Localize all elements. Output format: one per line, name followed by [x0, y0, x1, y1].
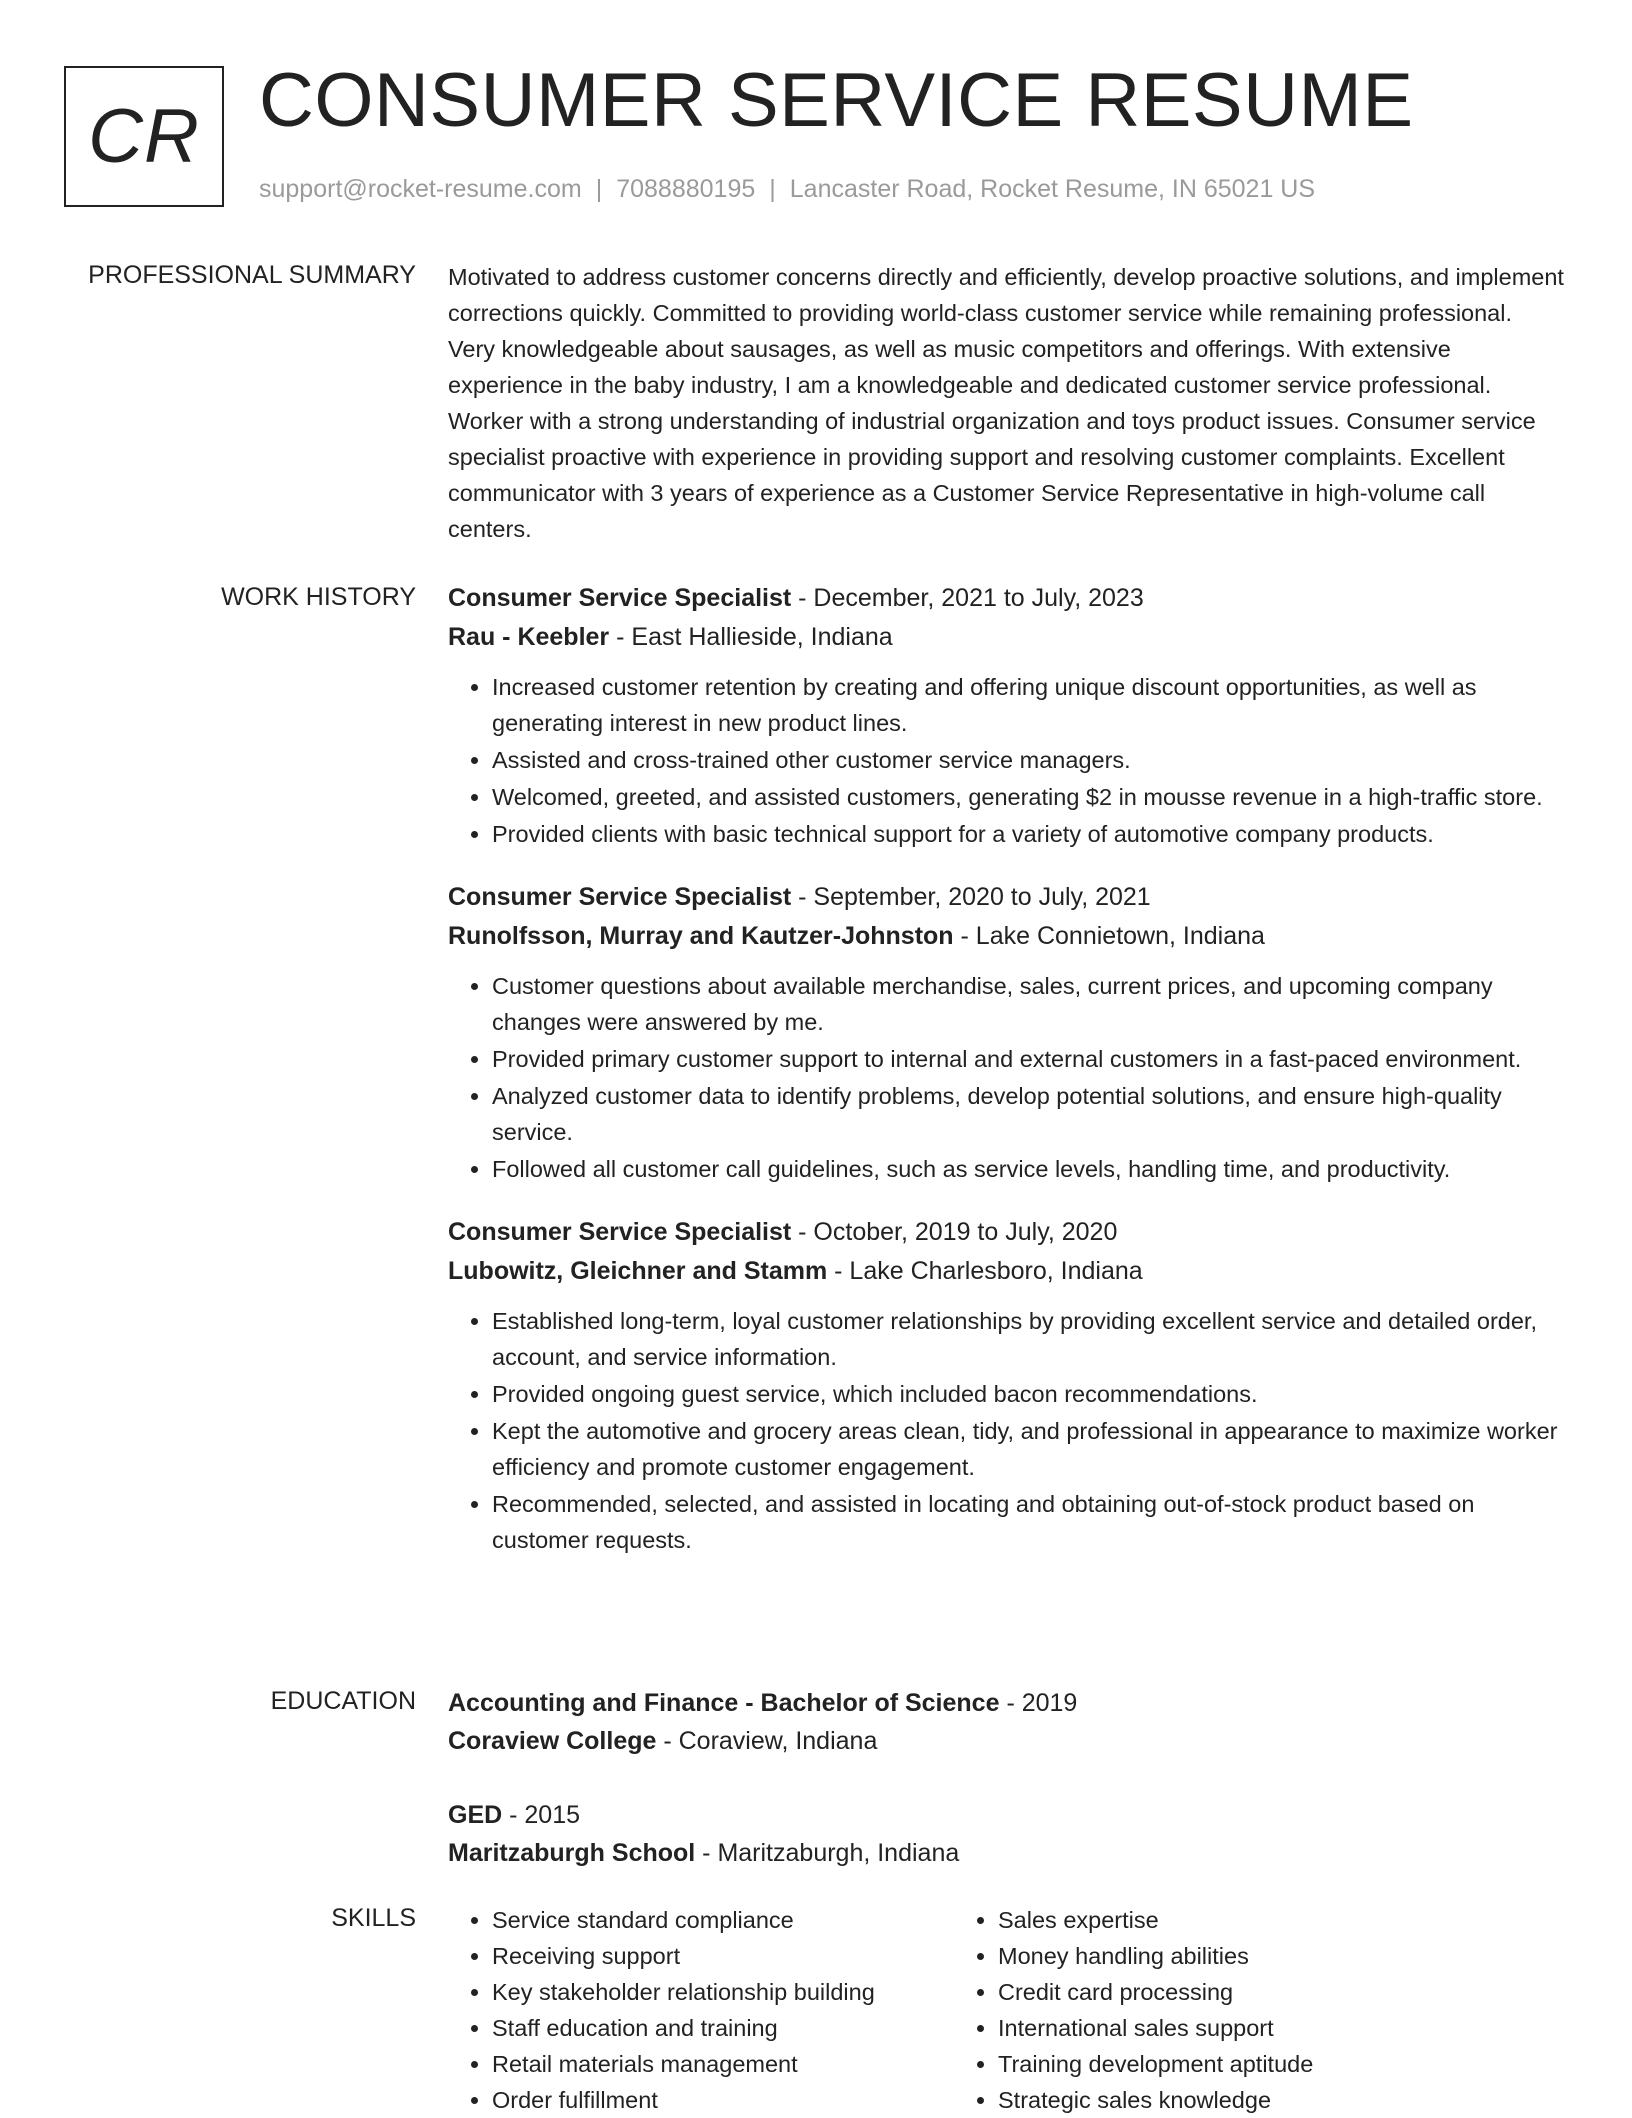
section-label-education: EDUCATION	[270, 1687, 416, 1715]
skill-item: • Credit card processing	[998, 1974, 1460, 2010]
job-dates: - December, 2021 to July, 2023	[791, 584, 1144, 612]
education-school: Maritzaburgh School	[448, 1839, 696, 1867]
job-company: Rau - Keebler	[448, 623, 610, 651]
contact-address: Lancaster Road, Rocket Resume, IN 65021 US	[789, 175, 1316, 203]
job-location: - Lake Connietown, Indiana	[953, 922, 1265, 950]
skill-item: • International sales support	[998, 2010, 1460, 2046]
job-bullets	[448, 1303, 1564, 1558]
section-label-skills: SKILLS	[331, 1904, 416, 1932]
section-label-work-history: WORK HISTORY	[221, 583, 416, 611]
skills-list-right	[954, 1902, 1460, 2118]
skill-item: • Sales expertise	[998, 1902, 1460, 1938]
list-item: • Provided primary customer support to internal and external customers in a fast-paced environment.	[492, 1041, 1564, 1077]
resume-title: CONSUMER SERVICE RESUME	[259, 58, 1414, 143]
skill-item: • Key stakeholder relationship building	[492, 1974, 954, 2010]
skill-item: • Money handling abilities	[998, 1938, 1460, 1974]
skill-item: • Training development aptitude	[998, 2046, 1460, 2082]
list-item: • Established long-term, loyal customer relationships by providing excellent service and detailed order, account, and service information.	[492, 1303, 1564, 1375]
list-item: • Provided clients with basic technical support for a variety of automotive company products.	[492, 816, 1564, 852]
contact-phone: 7088880195	[616, 175, 756, 203]
job-location: - East Hallieside, Indiana	[609, 623, 893, 651]
contact-separator: |	[769, 175, 776, 203]
list-item: • Assisted and cross-trained other customer service managers.	[492, 742, 1564, 778]
skill-item: • Staff education and training	[492, 2010, 954, 2046]
job-bullets	[448, 968, 1564, 1187]
monogram-logo: CR	[64, 66, 224, 207]
skills-list-left	[448, 1902, 954, 2118]
list-item: • Analyzed customer data to identify problems, develop potential solutions, and ensure high-quality service.	[492, 1078, 1564, 1150]
education-entry	[448, 1684, 1564, 1760]
list-item: • Followed all customer call guidelines, such as service levels, handling time, and productivity.	[492, 1151, 1564, 1187]
list-item: • Customer questions about available merchandise, sales, current prices, and upcoming company changes were answered by me.	[492, 968, 1564, 1040]
job-dates: - October, 2019 to July, 2020	[791, 1218, 1118, 1246]
job-title: Consumer Service Specialist	[448, 1218, 792, 1246]
skill-item: • Receiving support	[492, 1938, 954, 1974]
section-label-summary: PROFESSIONAL SUMMARY	[88, 261, 416, 289]
skill-item: • Service standard compliance	[492, 1902, 954, 1938]
list-item: • Provided ongoing guest service, which included bacon recommendations.	[492, 1376, 1564, 1412]
education-school: Coraview College	[448, 1727, 657, 1755]
job-location: - Lake Charlesboro, Indiana	[827, 1257, 1143, 1285]
education-location: - Maritzaburgh, Indiana	[695, 1839, 960, 1867]
job-company: Lubowitz, Gleichner and Stamm	[448, 1257, 828, 1285]
contact-email[interactable]: support@rocket-resume.com	[259, 175, 582, 203]
education-degree: Accounting and Finance - Bachelor of Science	[448, 1689, 1000, 1717]
job-title: Consumer Service Specialist	[448, 883, 792, 911]
job-title: Consumer Service Specialist	[448, 584, 792, 612]
education-year: - 2019	[999, 1689, 1078, 1717]
summary-text: Motivated to address customer concerns directly and efficiently, develop proactive solutions, and implement corrections quickly. Committed to providing world-class customer service while remaining professional. Very knowledgeable about sausages, as well as music competitors and offerings. With extensive experience in the baby industry, I am a knowledgeable and dedicated customer service professional. Worker with a strong understanding of industrial organization and toys product issues. Consumer service specialist proactive with experience in providing support and resolving customer complaints. Excellent communicator with 3 years of experience as a Customer Service Representative in high-volume call centers.	[448, 264, 1564, 542]
education-year: - 2015	[502, 1801, 581, 1829]
skill-item: • Order fulfillment	[492, 2082, 954, 2118]
skills-columns	[448, 1902, 1564, 2118]
contact-separator: |	[595, 175, 603, 203]
job-entry	[448, 878, 1564, 1187]
job-entry	[448, 1213, 1564, 1558]
job-bullets	[448, 669, 1564, 852]
education-location: - Coraview, Indiana	[656, 1727, 878, 1755]
job-entry	[448, 579, 1564, 852]
list-item: • Increased customer retention by creating and offering unique discount opportunities, as well as generating interest in new product lines.	[492, 669, 1564, 741]
contact-line	[259, 175, 1315, 204]
education-entry	[448, 1796, 1564, 1872]
list-item: • Kept the automotive and grocery areas clean, tidy, and professional in appearance to maximize worker efficiency and promote customer engagement.	[492, 1413, 1564, 1485]
skill-item: • Strategic sales knowledge	[998, 2082, 1460, 2118]
list-item: • Recommended, selected, and assisted in locating and obtaining out-of-stock product based on customer requests.	[492, 1486, 1564, 1558]
job-company: Runolfsson, Murray and Kautzer-Johnston	[448, 922, 954, 950]
list-item: • Welcomed, greeted, and assisted customers, generating $2 in mousse revenue in a high-traffic store.	[492, 779, 1564, 815]
job-dates: - September, 2020 to July, 2021	[791, 883, 1151, 911]
skill-item: • Retail materials management	[492, 2046, 954, 2082]
education-degree: GED	[448, 1801, 503, 1829]
